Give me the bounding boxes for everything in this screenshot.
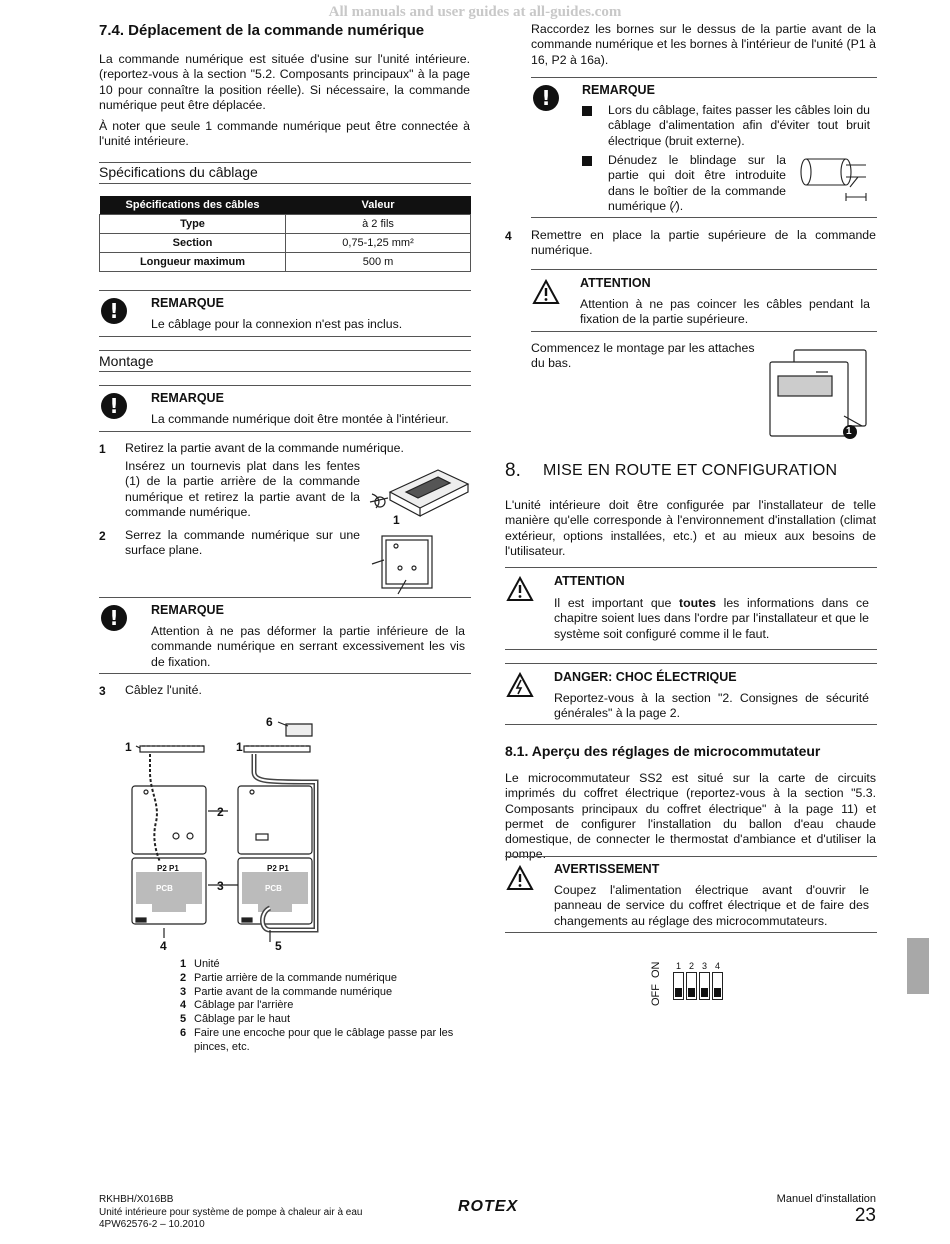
legend-text: Câblage par l'arrière <box>194 999 294 1012</box>
legend-number: 3 <box>180 985 187 998</box>
divider <box>505 724 877 725</box>
dip-number: 4 <box>714 961 720 971</box>
attention-title: ATTENTION <box>554 574 625 588</box>
note-title: REMARQUE <box>151 296 224 310</box>
intro-note-paragraph: À noter que seule 1 commande numérique peut être connectée à l'unité intérieure. <box>99 119 470 149</box>
table-row <box>100 215 471 234</box>
terminal-label: P2 P1 <box>157 864 179 873</box>
legend-number: 1 <box>180 958 187 970</box>
note-title: REMARQUE <box>151 603 224 617</box>
step-number: 1 <box>99 442 106 456</box>
dip-on-label: ON <box>650 961 662 978</box>
divider <box>531 269 877 270</box>
dip-number: 3 <box>701 961 707 971</box>
note-bullet-text: Lors du câblage, faites passer les câbles loin du câblage d'alimentation afin d'éviter tout bruit électrique (bruit externe). <box>608 103 870 148</box>
footer-model: RKHBH/X016BB <box>99 1194 174 1205</box>
diagram-label-5: 5 <box>275 939 282 953</box>
legend-text: Faire une encoche pour que le câblage passe par les pinces, etc. <box>194 1026 454 1053</box>
watermark: All manuals and user guides at all-guides.com <box>328 4 622 20</box>
table-row <box>100 253 471 272</box>
divider <box>505 663 877 664</box>
table-cell: Longueur maximum <box>100 253 286 272</box>
danger-title: DANGER: CHOC ÉLECTRIQUE <box>554 670 737 684</box>
callout-1: 1 <box>393 513 400 527</box>
divider <box>531 77 877 78</box>
cable-spec-table <box>99 196 471 272</box>
page-number: 23 <box>854 1205 876 1226</box>
warning-icon <box>506 865 534 891</box>
note-text: Attention à ne pas déformer la partie inférieure de la commande numérique en serrant excessivement les vis de fixation. <box>151 624 465 669</box>
callout-1: 1 <box>846 426 852 437</box>
diagram-label-2: 2 <box>217 805 224 819</box>
dip-switch-1[interactable] <box>673 972 684 1000</box>
bullet-icon <box>582 156 592 166</box>
dip-number: 2 <box>688 961 694 971</box>
legend-text: Partie avant de la commande numérique <box>194 985 393 998</box>
dip-off-label: OFF <box>650 984 662 1006</box>
legend-number: 2 <box>180 971 187 984</box>
step-number: 3 <box>99 684 106 698</box>
pcb-label: PCB <box>156 884 173 893</box>
divider <box>99 183 471 184</box>
warning-icon <box>532 279 560 305</box>
table-row <box>100 234 471 253</box>
table-cell: 500 m <box>286 253 471 272</box>
footer-description: Unité intérieure pour système de pompe à chaleur air à eau <box>99 1206 363 1218</box>
divider <box>99 385 471 386</box>
exclamation-icon: ! <box>101 298 127 324</box>
dip-position-4 <box>711 961 724 1000</box>
dip-number: 1 <box>675 961 681 971</box>
legend-item <box>180 958 470 972</box>
warning-title: AVERTISSEMENT <box>554 862 660 876</box>
diagram-legend <box>180 958 470 1055</box>
terminal-label: P2 P1 <box>267 864 289 873</box>
attention-text-part: Il est important que <box>554 596 680 610</box>
dip-switch-4[interactable] <box>712 972 723 1000</box>
legend-item <box>180 1027 470 1055</box>
controller-mount-illustration <box>766 346 870 442</box>
subsection-text: Le microcommutateur SS2 est situé sur la carte de circuits imprimés du coffret électrique (reportez-vous à la section "5.3. Composants principaux du coffret électrique" à la page 11) et permet de configurer l'installation du ballon d'eau chaude domestique, de connecter le thermostat d'ambiance et d'utiliser la pompe. <box>505 771 876 862</box>
divider <box>505 649 877 650</box>
chapter-tab <box>907 938 929 994</box>
attention-text-part: les informations dans ce chapitre soient lues dans l'ordre par l'installateur et que le système soit configuré comme il le faut. <box>554 596 869 641</box>
right-intro: Raccordez les bornes sur le dessus de la partie avant de la commande numérique et les bornes à l'intérieur de l'unité (P1 à 16, P2 à 16a). <box>531 22 876 67</box>
controller-removal-illustration <box>368 462 473 532</box>
mounting-screws-illustration <box>370 532 440 596</box>
electric-shock-icon <box>506 672 534 698</box>
step-text: Serrez la commande numérique sur une surface plane. <box>125 528 360 558</box>
diagram-label-4: 4 <box>160 939 167 953</box>
divider <box>505 567 877 568</box>
dip-on-label-wrap <box>650 962 664 978</box>
footer-manual: Manuel d'installation <box>776 1193 876 1205</box>
divider <box>99 336 471 337</box>
table-header: Valeur <box>286 196 471 215</box>
legend-item <box>180 972 470 986</box>
warning-text: Coupez l'alimentation électrique avant d'ouvrir le panneau de service du coffret électrique et de faire des changements au réglage des microcommutateurs. <box>554 883 869 928</box>
dip-switch-3[interactable] <box>699 972 710 1000</box>
step-text: Câblez l'unité. <box>125 683 202 697</box>
chapter-title: MISE EN ROUTE ET CONFIGURATION <box>543 462 838 479</box>
cable-strip-illustration <box>796 153 876 209</box>
intro-paragraph: La commande numérique est située d'usine sur l'unité intérieure. (reportez-vous à la section "5.2. Composants principaux" à la page 10 pour connaître la position réelle). Si nécessaire, la commande numérique peut être déplacée. <box>99 52 470 112</box>
bullet-icon <box>582 106 592 116</box>
subsection-title: 8.1. Aperçu des réglages de microcommutateur <box>505 743 821 759</box>
spec-heading: Spécifications du câblage <box>99 164 258 180</box>
step-text: Retirez la partie avant de la commande numérique. <box>125 441 404 455</box>
dip-position-2 <box>685 961 698 1000</box>
step-detail: Insérez un tournevis plat dans les fentes (1) de la partie arrière de la commande numérique et retirez la partie avant de la commande numérique. <box>125 459 360 519</box>
table-header: Spécifications des câbles <box>100 196 286 215</box>
legend-text: Unité <box>194 958 220 970</box>
dip-switch-2[interactable] <box>686 972 697 1000</box>
divider <box>531 217 877 218</box>
attention-text-emphasis: toutes <box>679 596 716 610</box>
note-text: La commande numérique doit être montée à l'intérieur. <box>151 412 449 426</box>
attention-text <box>554 596 869 642</box>
attention-text: Attention à ne pas coincer les câbles pendant la fixation de la partie supérieure. <box>580 297 870 327</box>
dip-position-3 <box>698 961 711 1000</box>
exclamation-icon: ! <box>533 85 559 111</box>
divider <box>99 350 471 351</box>
step-number: 2 <box>99 529 106 543</box>
legend-text: Câblage par le haut <box>194 1013 291 1026</box>
legend-text: Partie arrière de la commande numérique <box>194 971 397 984</box>
exclamation-icon: ! <box>101 605 127 631</box>
legend-number: 6 <box>180 1026 187 1039</box>
danger-text: Reportez-vous à la section "2. Consignes de sécurité générales" à la page 2. <box>554 691 869 721</box>
divider <box>531 331 877 332</box>
footer-left <box>99 1194 362 1232</box>
exclamation-icon: ! <box>101 393 127 419</box>
table-cell: 0,75-1,25 mm² <box>286 234 471 253</box>
diagram-label-3: 3 <box>217 879 224 893</box>
diagram-label-1: 1 <box>236 740 243 754</box>
diagram-label-1: 1 <box>125 740 132 754</box>
attention-title: ATTENTION <box>580 276 651 290</box>
brand-logo: ROTEX <box>458 1198 519 1215</box>
step-text: Remettre en place la partie supérieure de la commande numérique. <box>531 228 876 258</box>
step-number: 4 <box>505 229 512 243</box>
montage-heading: Montage <box>99 353 154 369</box>
legend-number: 5 <box>180 1013 187 1026</box>
legend-item <box>180 999 470 1013</box>
divider <box>505 856 877 857</box>
table-cell: Type <box>100 215 286 234</box>
divider <box>99 597 471 598</box>
wiring-diagram <box>120 712 330 952</box>
divider <box>99 673 471 674</box>
footer-reference: 4PW62576-2 – 10.2010 <box>99 1219 205 1230</box>
divider <box>99 431 471 432</box>
legend-item <box>180 986 470 1000</box>
divider <box>505 932 877 933</box>
note-bullet-text: Dénudez le blindage sur la partie qui doit être introduite dans le boîtier de la commande numérique (⁄). <box>608 153 786 213</box>
mount-text: Commencez le montage par les attaches du bas. <box>531 341 755 371</box>
note-title: REMARQUE <box>582 83 655 97</box>
divider <box>99 290 471 291</box>
dip-switch <box>672 961 724 1000</box>
warning-icon <box>506 576 534 602</box>
pcb-label: PCB <box>265 884 282 893</box>
divider <box>99 162 471 163</box>
table-cell: Section <box>100 234 286 253</box>
divider <box>99 371 471 372</box>
chapter-intro: L'unité intérieure doit être configurée par l'installateur de telle manière qu'elle corresponde à l'environnement d'installation (climat extérieur, options installées, etc.) et au mieux aux besoins de l'utilisateur. <box>505 498 876 558</box>
diagram-label-6: 6 <box>266 715 273 729</box>
section-title: 7.4. Déplacement de la commande numérique <box>99 22 425 39</box>
note-text: Le câblage pour la connexion n'est pas inclus. <box>151 317 403 331</box>
table-cell: à 2 fils <box>286 215 471 234</box>
note-title: REMARQUE <box>151 391 224 405</box>
dip-off-label-wrap <box>650 980 664 1006</box>
legend-item <box>180 1013 470 1027</box>
dip-position-1 <box>672 961 685 1000</box>
chapter-number: 8. <box>505 460 521 481</box>
legend-number: 4 <box>180 999 187 1012</box>
